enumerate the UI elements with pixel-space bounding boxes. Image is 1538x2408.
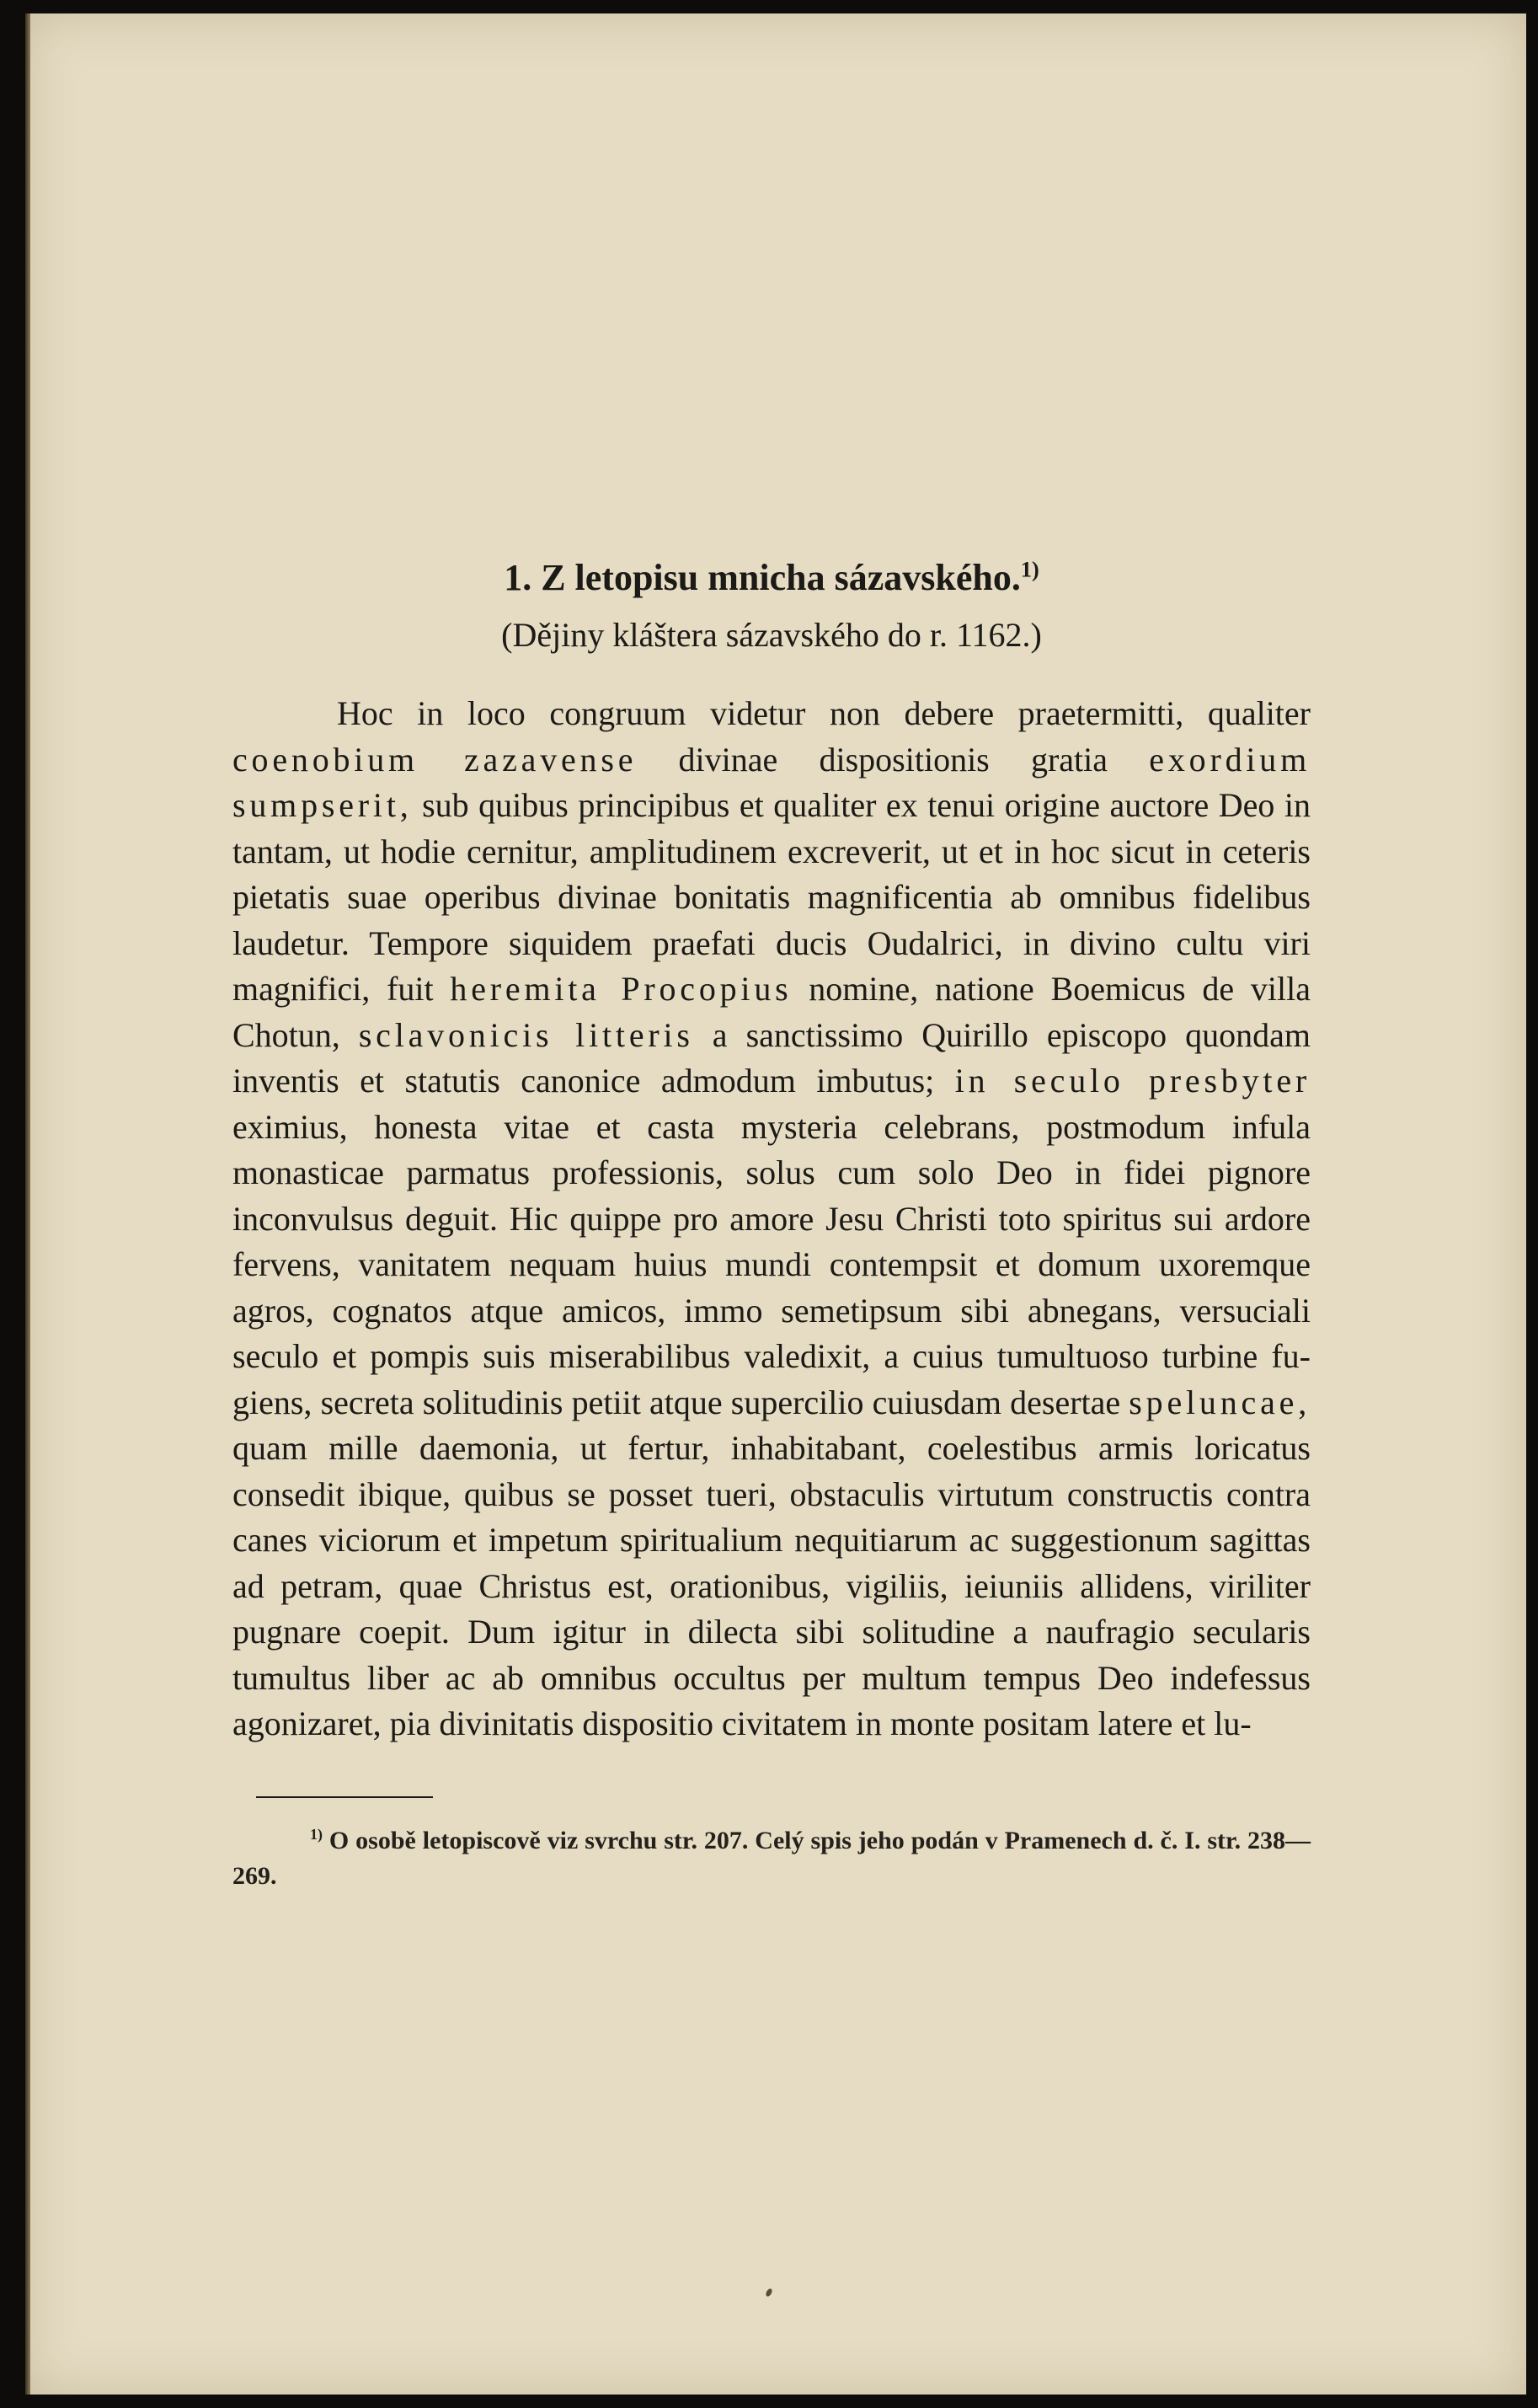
body-text-7: quam mille daemonia, ut fertur, inhabitabant, coelestibus armis loricatus consedit ibique, quibus se posset tueri, obstaculis virtutum constructis contra canes viciorum et impetum spiritualium nequitiarum ac suggestionum sagittas ad petram, quae Christus est, orationibus, vigiliis, ieiuniis allidens, viriliter pugnare coepit. Dum igitur in dilecta sibi solitudine a naufragio secularis tumultus liber ac ab omnibus occultus per multum tempus Deo indefessus agonizaret, pia divinitatis dispositio civitatem in monte positam latere et lu- — [232, 1429, 1311, 1742]
page-spine-edge — [25, 13, 30, 2395]
chapter-number: 1. — [504, 557, 532, 598]
body-text-3: sub quibus principibus et qualiter ex tenui origine auctore Deo in tantam, ut hodie cernitur, amplitudinem excreverit, ut et in hoc sicut in ceteris pietatis suae operibus divinae bonitatis magnificentia ab omnibus fidelibus laudetur. Tempore siquidem praefati ducis Oudalrici, in divino cultu viri magnifici, fuit — [232, 786, 1311, 1008]
body-text-6: eximius, honesta vitae et casta mysteria celebrans, postmodum infula monasticae parmatus professionis, solus cum solo Deo in fidei pignore inconvulsus deguit. Hic quippe pro amore Jesu Christi toto spiritus sui ardore fervens, vanitatem nequam huius mundi contempsit et domum uxoremque agros, cognatos atque amicos, immo semetipsum sibi abnegans, versuciali seculo et pompis suis miserabilibus valedixit, a cuius tumultuoso turbine fugiens, secreta solitudinis petiit atque supercilio cuiusdam desertae — [232, 1107, 1311, 1421]
heading-footnote-ref: 1) — [1020, 556, 1039, 582]
chapter-title: Z letopisu mnicha sázavského. — [541, 557, 1021, 598]
book-page — [25, 13, 1526, 2395]
spaced-phrase-5: in seculo presbyter — [954, 1062, 1311, 1100]
body-text-5: a sanctissimo Quirillo episcopo quondam inventis et statutis canonice admodum imbutus; — [232, 1015, 1311, 1100]
body-text-2: divinae dispositionis gratia — [637, 740, 1150, 779]
page-content — [232, 553, 1311, 1894]
spaced-phrase-1: coenobium zazavense — [232, 740, 638, 779]
footnote-divider — [256, 1796, 433, 1798]
spaced-phrase-4: sclavonicis litteris — [358, 1015, 694, 1054]
body-paragraph — [232, 691, 1311, 1747]
chapter-heading — [232, 553, 1311, 603]
footnote-marker: 1) — [310, 1825, 323, 1843]
chapter-subheading: (Dějiny kláštera sázavského do r. 1162.) — [501, 616, 1042, 654]
spaced-phrase-2: exordium sumpserit, — [232, 740, 1311, 824]
body-text-1: Hoc in loco congruum videtur non debere praetermitti, qualiter — [337, 694, 1311, 732]
footnote-text: O osobě letopiscově viz svrchu str. 207. Celý spis jeho podán v Pramenech d. č. I. str. 238—269. — [232, 1826, 1311, 1890]
spaced-phrase-6: speluncae, — [1129, 1383, 1311, 1421]
footnote — [232, 1823, 1311, 1894]
spaced-phrase-3: heremita Procopius — [450, 970, 793, 1008]
body-text-4: nomine, natione Boemicus de villa Chotun, — [232, 970, 1311, 1054]
paper-speck — [765, 2288, 773, 2298]
